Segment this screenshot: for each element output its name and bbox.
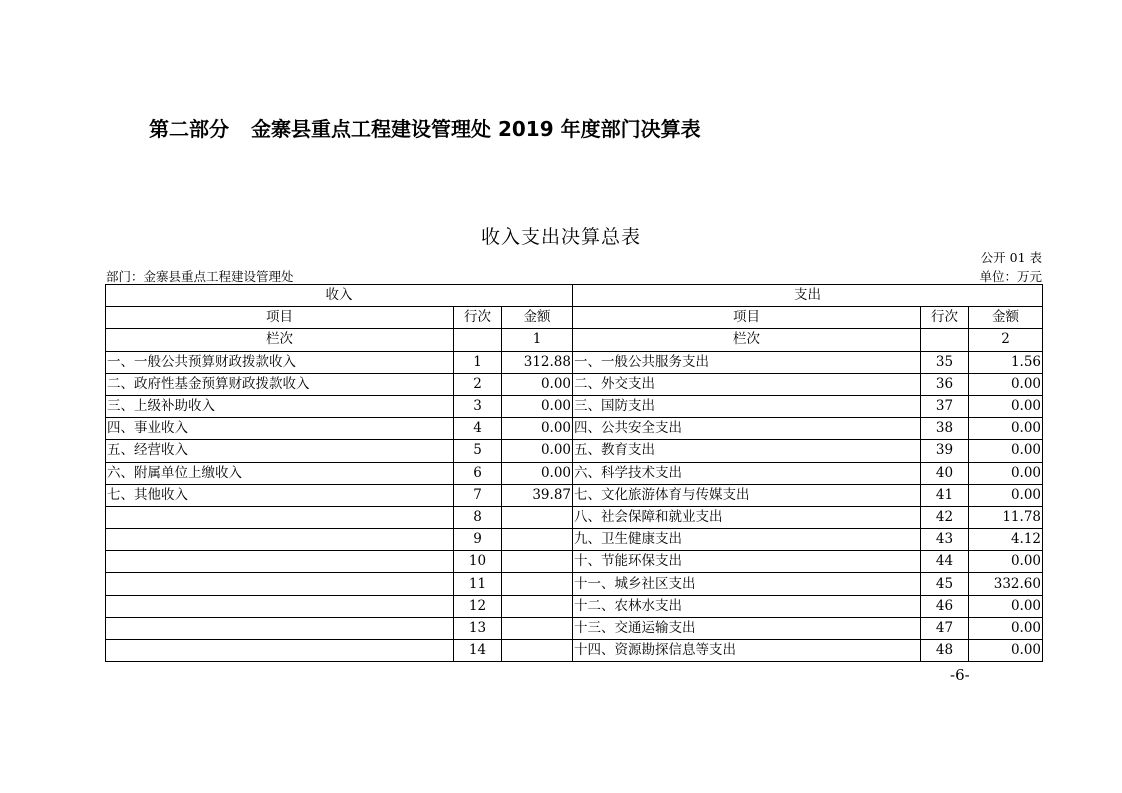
income-line-cell: 8 [454, 506, 502, 528]
income-item-cell [106, 573, 454, 595]
income-line-cell: 3 [454, 395, 502, 417]
table-row [106, 640, 1043, 662]
income-item-cell [106, 551, 454, 573]
income-amount-cell: 39.87 [502, 484, 573, 506]
income-item-cell: 四、事业收入 [106, 418, 454, 440]
income-expense-table [105, 284, 1043, 662]
income-item-header: 项目 [106, 307, 454, 329]
expense-lanci-label: 栏次 [573, 329, 921, 351]
income-line-cell: 12 [454, 595, 502, 617]
income-line-cell: 1 [454, 351, 502, 373]
income-amount-cell [502, 506, 573, 528]
document-title: 金寨县重点工程建设管理处 2019 年度部门决算表 [251, 117, 701, 141]
form-number: 公开 01 表 [980, 250, 1042, 265]
expense-line-cell: 45 [921, 573, 969, 595]
income-item-cell: 二、政府性基金预算财政拨款收入 [106, 373, 454, 395]
expense-amount-cell: 4.12 [969, 529, 1043, 551]
income-item-cell [106, 617, 454, 639]
page-number: -6- [950, 666, 970, 684]
expense-item-cell: 十、节能环保支出 [573, 551, 921, 573]
column-header-row [106, 307, 1043, 329]
expense-amount-cell: 11.78 [969, 506, 1043, 528]
expense-line-empty [921, 329, 969, 351]
expense-item-cell: 十三、交通运输支出 [573, 617, 921, 639]
income-line-cell: 9 [454, 529, 502, 551]
income-item-cell: 七、其他收入 [106, 484, 454, 506]
expense-amount-cell: 332.60 [969, 573, 1043, 595]
income-item-cell: 五、经营收入 [106, 440, 454, 462]
income-amount-cell [502, 529, 573, 551]
expense-item-cell: 十四、资源勘探信息等支出 [573, 640, 921, 662]
table-row [106, 440, 1043, 462]
expense-line-cell: 48 [921, 640, 969, 662]
income-line-cell: 7 [454, 484, 502, 506]
expense-amount-cell: 0.00 [969, 640, 1043, 662]
income-line-cell: 14 [454, 640, 502, 662]
table-row [106, 506, 1043, 528]
income-amount-cell [502, 617, 573, 639]
income-amount-cell: 0.00 [502, 418, 573, 440]
income-line-cell: 11 [454, 573, 502, 595]
income-line-cell: 5 [454, 440, 502, 462]
column-number-row [106, 329, 1043, 351]
expense-item-cell: 一、一般公共服务支出 [573, 351, 921, 373]
expense-item-cell: 二、外交支出 [573, 373, 921, 395]
expense-item-cell: 五、教育支出 [573, 440, 921, 462]
table-row [106, 418, 1043, 440]
income-item-cell: 三、上级补助收入 [106, 395, 454, 417]
income-item-cell [106, 640, 454, 662]
income-amount-header: 金额 [502, 307, 573, 329]
part-label: 第二部分 [149, 117, 229, 141]
income-line-cell: 4 [454, 418, 502, 440]
income-lanci-label: 栏次 [106, 329, 454, 351]
expense-group-header: 支出 [573, 285, 1043, 307]
expense-amount-cell: 0.00 [969, 418, 1043, 440]
expense-item-cell: 八、社会保障和就业支出 [573, 506, 921, 528]
income-item-cell [106, 529, 454, 551]
income-line-cell: 2 [454, 373, 502, 395]
income-item-cell: 六、附属单位上缴收入 [106, 462, 454, 484]
income-amount-cell: 312.88 [502, 351, 573, 373]
income-item-cell [106, 506, 454, 528]
expense-amount-cell: 0.00 [969, 595, 1043, 617]
expense-line-header: 行次 [921, 307, 969, 329]
income-line-cell: 13 [454, 617, 502, 639]
expense-item-header: 项目 [573, 307, 921, 329]
expense-line-cell: 38 [921, 418, 969, 440]
expense-line-cell: 41 [921, 484, 969, 506]
income-amount-cell [502, 573, 573, 595]
expense-amount-cell: 1.56 [969, 351, 1043, 373]
income-line-header: 行次 [454, 307, 502, 329]
expense-line-cell: 39 [921, 440, 969, 462]
expense-item-cell: 七、文化旅游体育与传媒支出 [573, 484, 921, 506]
income-amount-cell: 0.00 [502, 395, 573, 417]
expense-amount-cell: 0.00 [969, 462, 1043, 484]
income-amount-cell [502, 551, 573, 573]
income-amount-cell: 0.00 [502, 373, 573, 395]
table-row [106, 617, 1043, 639]
table-row [106, 395, 1043, 417]
expense-amount-cell: 0.00 [969, 373, 1043, 395]
expense-item-cell: 九、卫生健康支出 [573, 529, 921, 551]
expense-line-cell: 37 [921, 395, 969, 417]
table-row [106, 351, 1043, 373]
expense-item-cell: 四、公共安全支出 [573, 418, 921, 440]
expense-line-cell: 35 [921, 351, 969, 373]
income-line-cell: 10 [454, 551, 502, 573]
table-row [106, 595, 1043, 617]
income-col-number: 1 [502, 329, 573, 351]
table-row [106, 484, 1043, 506]
expense-line-cell: 36 [921, 373, 969, 395]
income-amount-cell [502, 595, 573, 617]
expense-line-cell: 44 [921, 551, 969, 573]
table-body [106, 285, 1043, 662]
expense-line-cell: 47 [921, 617, 969, 639]
table-row [106, 529, 1043, 551]
income-amount-cell: 0.00 [502, 440, 573, 462]
income-line-empty [454, 329, 502, 351]
expense-item-cell: 三、国防支出 [573, 395, 921, 417]
income-amount-cell: 0.00 [502, 462, 573, 484]
income-amount-cell [502, 640, 573, 662]
group-header-row [106, 285, 1043, 307]
expense-amount-cell: 0.00 [969, 395, 1043, 417]
department-label: 部门：金寨县重点工程建设管理处 [106, 269, 294, 284]
expense-amount-header: 金额 [969, 307, 1043, 329]
page-heading [149, 113, 701, 142]
expense-item-cell: 十二、农林水支出 [573, 595, 921, 617]
expense-item-cell: 十一、城乡社区支出 [573, 573, 921, 595]
table-row [106, 573, 1043, 595]
unit-label: 单位：万元 [979, 269, 1042, 284]
income-group-header: 收入 [106, 285, 573, 307]
expense-item-cell: 六、科学技术支出 [573, 462, 921, 484]
table-row [106, 373, 1043, 395]
income-line-cell: 6 [454, 462, 502, 484]
table-row [106, 551, 1043, 573]
income-item-cell [106, 595, 454, 617]
expense-amount-cell: 0.00 [969, 551, 1043, 573]
expense-line-cell: 43 [921, 529, 969, 551]
expense-col-number: 2 [969, 329, 1043, 351]
expense-amount-cell: 0.00 [969, 440, 1043, 462]
table-row [106, 462, 1043, 484]
expense-amount-cell: 0.00 [969, 484, 1043, 506]
table-title: 收入支出决算总表 [480, 226, 641, 248]
expense-line-cell: 42 [921, 506, 969, 528]
expense-line-cell: 46 [921, 595, 969, 617]
expense-line-cell: 40 [921, 462, 969, 484]
income-item-cell: 一、一般公共预算财政拨款收入 [106, 351, 454, 373]
expense-amount-cell: 0.00 [969, 617, 1043, 639]
